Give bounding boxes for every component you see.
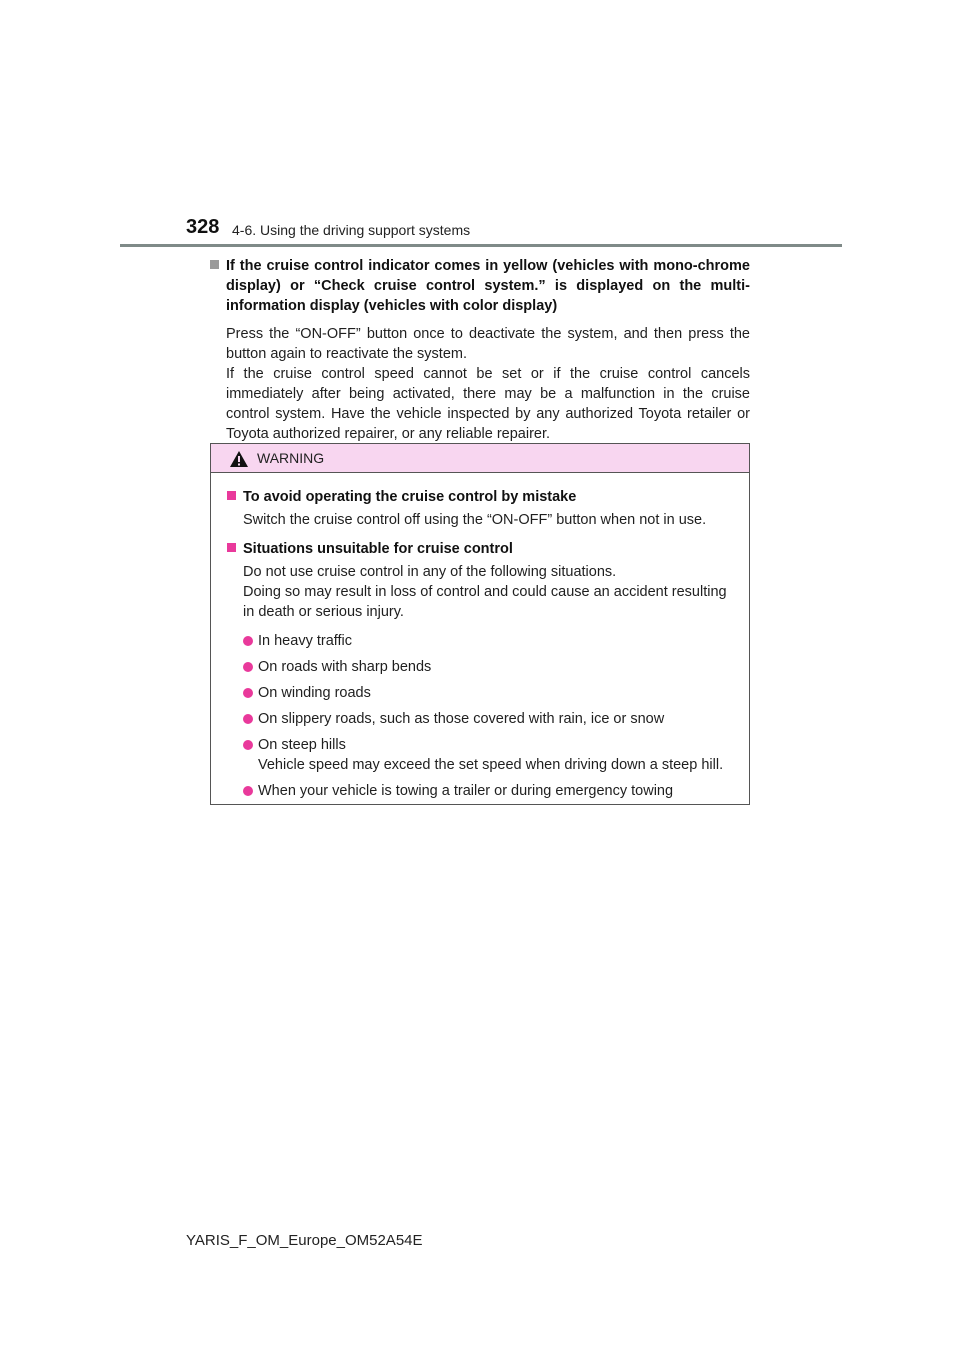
warning-section-heading: Situations unsuitable for cruise control — [243, 541, 513, 557]
section-title: 4-6. Using the driving support systems — [232, 222, 471, 238]
magenta-dot-bullet-icon — [243, 688, 253, 698]
intro-heading-row — [210, 256, 750, 316]
header-divider — [120, 244, 842, 247]
intro-section — [210, 256, 750, 444]
situation-list — [243, 631, 739, 801]
warning-section-heading: To avoid operating the cruise control by mistake — [243, 489, 577, 505]
warning-section-text: Do not use cruise control in any of the following situations. — [243, 564, 617, 580]
document-id: YARIS_F_OM_Europe_OM52A54E — [186, 1232, 423, 1249]
magenta-square-bullet-icon — [227, 491, 236, 500]
warning-section-text: Doing so may result in loss of control and could cause an accident resulting in death or serious injury. — [243, 584, 727, 620]
warning-section-text: Switch the cruise control off using the “ON-OFF” button when not in use. — [243, 512, 707, 528]
warning-header — [211, 444, 749, 473]
steep-hills-note: Vehicle speed may exceed the set speed when driving down a steep hill. — [258, 757, 724, 773]
warning-section-unsuitable — [227, 539, 739, 801]
warning-body — [211, 473, 749, 801]
magenta-dot-bullet-icon — [243, 786, 253, 796]
intro-paragraph-2: If the cruise control speed cannot be set or if the cruise control cancels immediately after being activated, there may be a malfunction in the cruise control system. Have the vehicle inspected by any authorized Toyota retailer or Toyota authorized repairer, or any reliable repairer. — [226, 366, 750, 442]
warning-triangle-icon — [229, 450, 249, 468]
list-item: On roads with sharp bends — [243, 657, 739, 677]
list-item: When your vehicle is towing a trailer or during emergency towing — [243, 781, 739, 801]
gray-square-bullet-icon — [210, 260, 219, 269]
intro-heading: If the cruise control indicator comes in yellow (vehicles with mono-chrome display) or “Check cruise control system.” is displayed on the multi-information display (vehicles with color display) — [226, 258, 750, 314]
magenta-dot-bullet-icon — [243, 740, 253, 750]
intro-paragraph-1: Press the “ON-OFF” button once to deactivate the system, and then press the button again to reactivate the system. — [226, 326, 750, 362]
magenta-dot-bullet-icon — [243, 714, 253, 724]
warning-box — [210, 443, 750, 805]
page-number: 328 — [186, 216, 220, 238]
warning-section-mistake — [227, 487, 739, 530]
list-item: On slippery roads, such as those covered with rain, ice or snow — [243, 709, 739, 729]
warning-label: WARNING — [257, 450, 325, 466]
page-header — [186, 214, 842, 248]
list-item: In heavy traffic — [243, 631, 739, 651]
magenta-square-bullet-icon — [227, 543, 236, 552]
list-item: On steep hills Vehicle speed may exceed the set speed when driving down a steep hill. — [243, 735, 739, 775]
magenta-dot-bullet-icon — [243, 636, 253, 646]
magenta-dot-bullet-icon — [243, 662, 253, 672]
list-item: On winding roads — [243, 683, 739, 703]
